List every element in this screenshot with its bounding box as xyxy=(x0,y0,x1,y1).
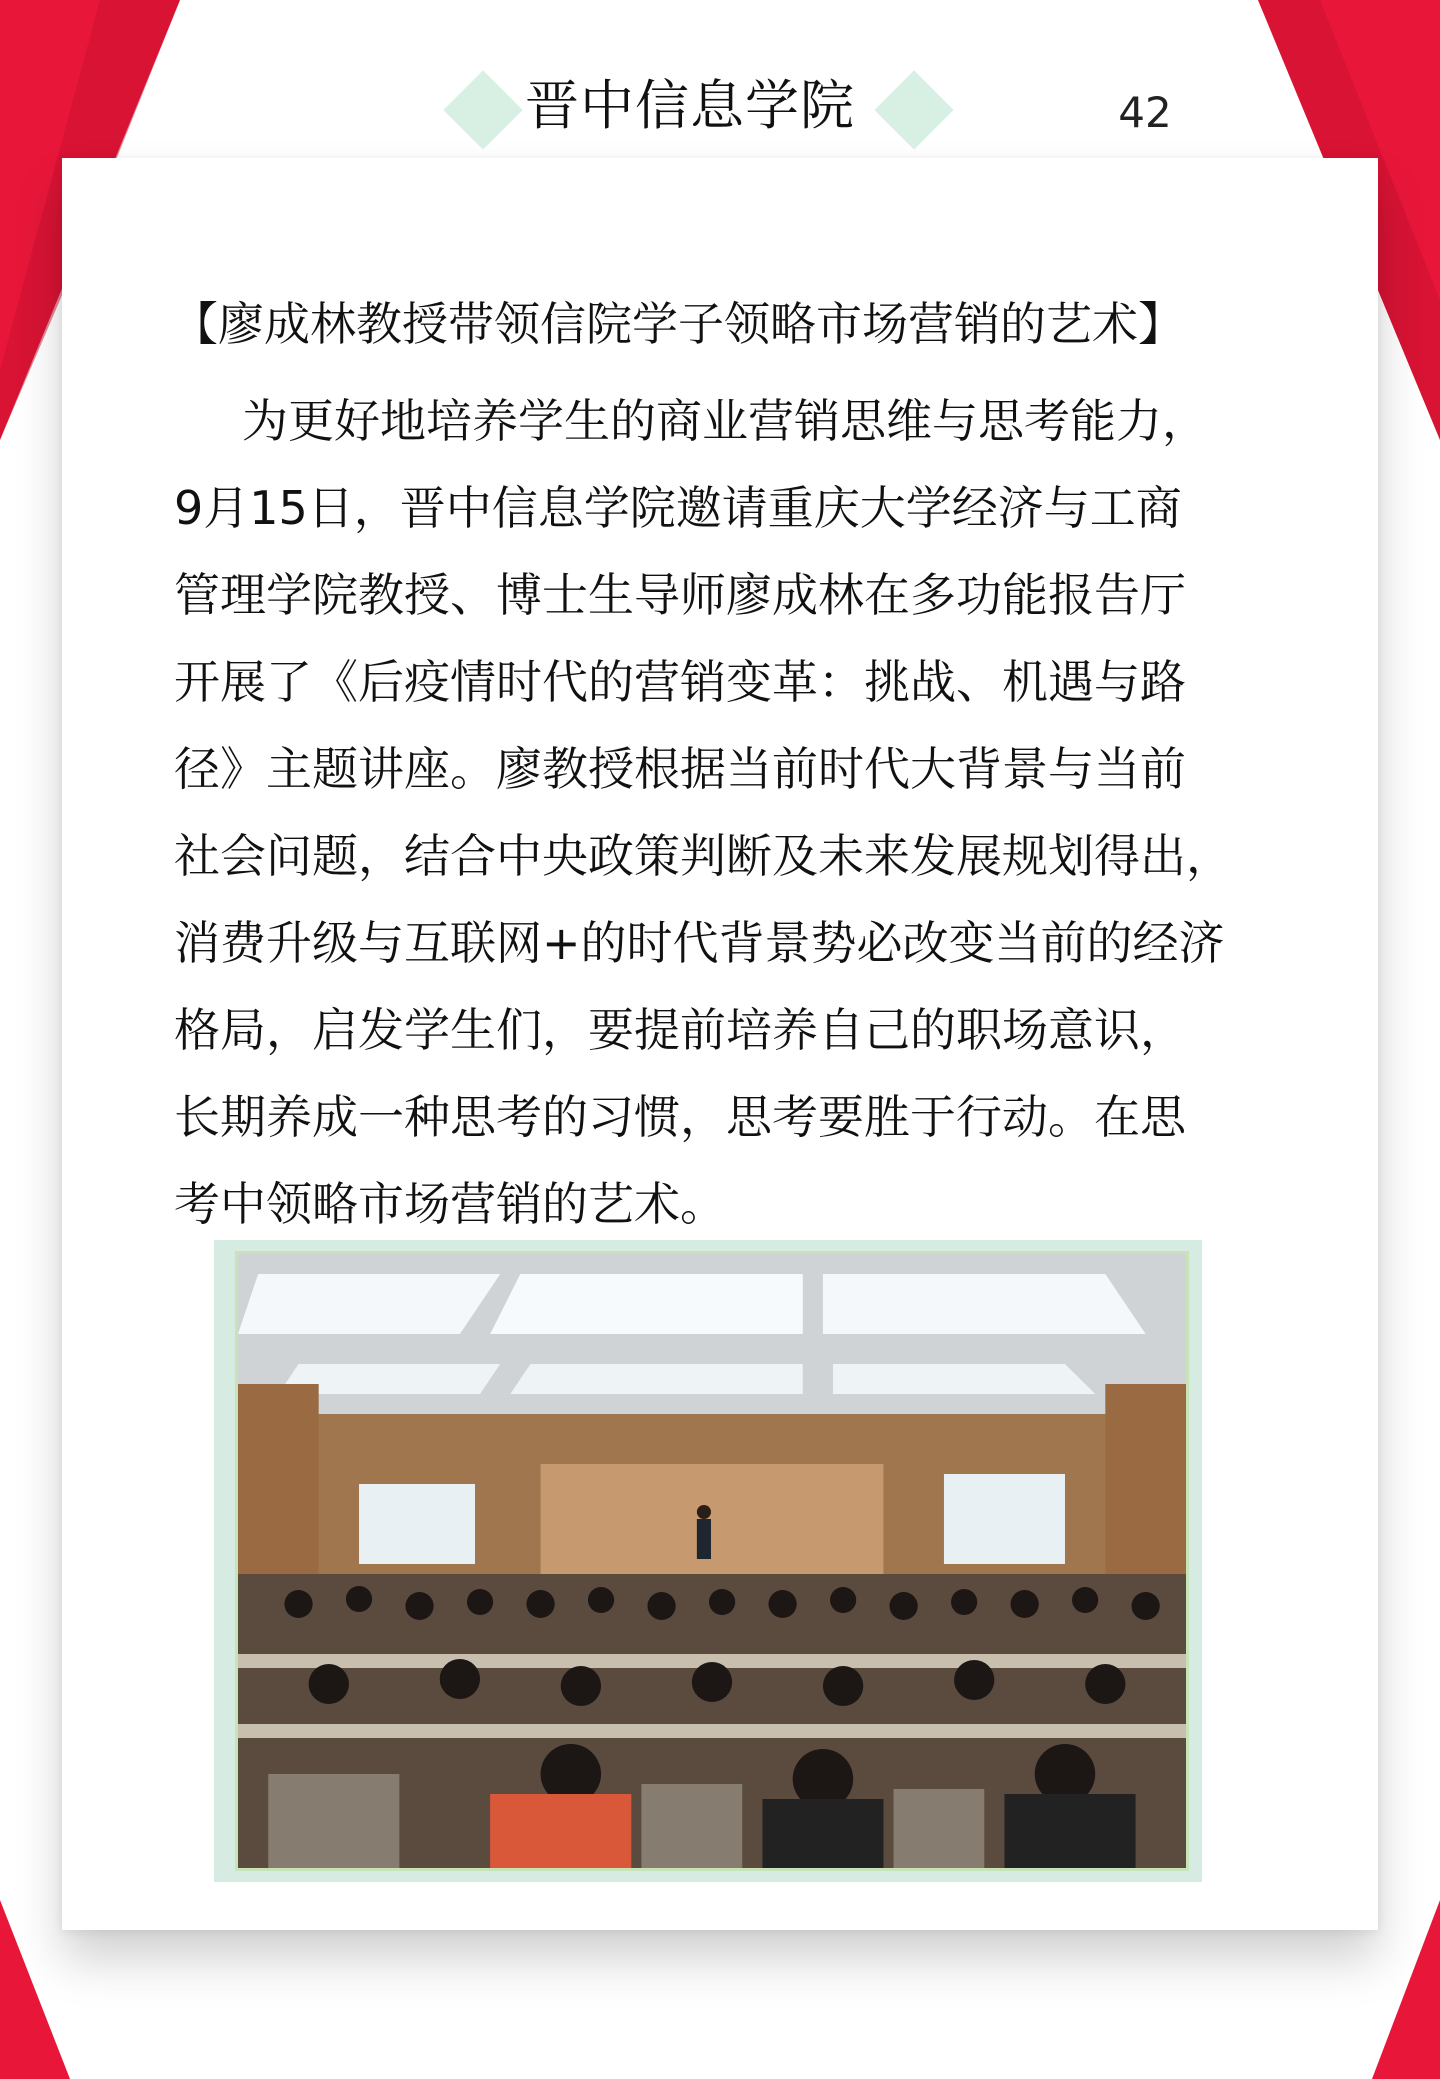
diamond-left-icon xyxy=(443,70,522,149)
body-line: 管理学院教授、博士生导师廖成林在多功能报告厅 xyxy=(174,568,1186,622)
article-title: 【廖成林教授带领信院学子领略市场营销的艺术】 xyxy=(172,297,1184,351)
body-line: 9月15日，晋中信息学院邀请重庆大学经济与工商 xyxy=(174,481,1182,535)
body-line: 开展了《后疫情时代的营销变革：挑战、机遇与路 xyxy=(174,655,1186,709)
diamond-right-icon xyxy=(874,70,953,149)
lecture-hall-photo xyxy=(238,1254,1186,1868)
page-header xyxy=(0,60,1440,170)
lecture-photo-frame xyxy=(214,1240,1202,1882)
body-line: 长期养成一种思考的习惯，思考要胜于行动。在思 xyxy=(174,1090,1186,1144)
school-name: 晋中信息学院 xyxy=(525,74,855,137)
body-line: 为更好地培养学生的商业营销思维与思考能力， xyxy=(242,394,1208,448)
body-line: 径》主题讲座。廖教授根据当前时代大背景与当前 xyxy=(174,742,1186,796)
article-body xyxy=(174,378,1274,1248)
ribbon-bottom-left xyxy=(0,1900,70,2079)
ribbon-bottom-right xyxy=(1372,1900,1440,2079)
body-line: 考中领略市场营销的艺术。 xyxy=(174,1177,726,1231)
body-line: 格局，启发学生们，要提前培养自己的职场意识， xyxy=(174,1003,1186,1057)
body-line: 消费升级与互联网+的时代背景势必改变当前的经济 xyxy=(174,916,1225,970)
body-line: 社会问题，结合中央政策判断及未来发展规划得出， xyxy=(174,829,1232,883)
page-number: 42 xyxy=(1118,88,1172,137)
